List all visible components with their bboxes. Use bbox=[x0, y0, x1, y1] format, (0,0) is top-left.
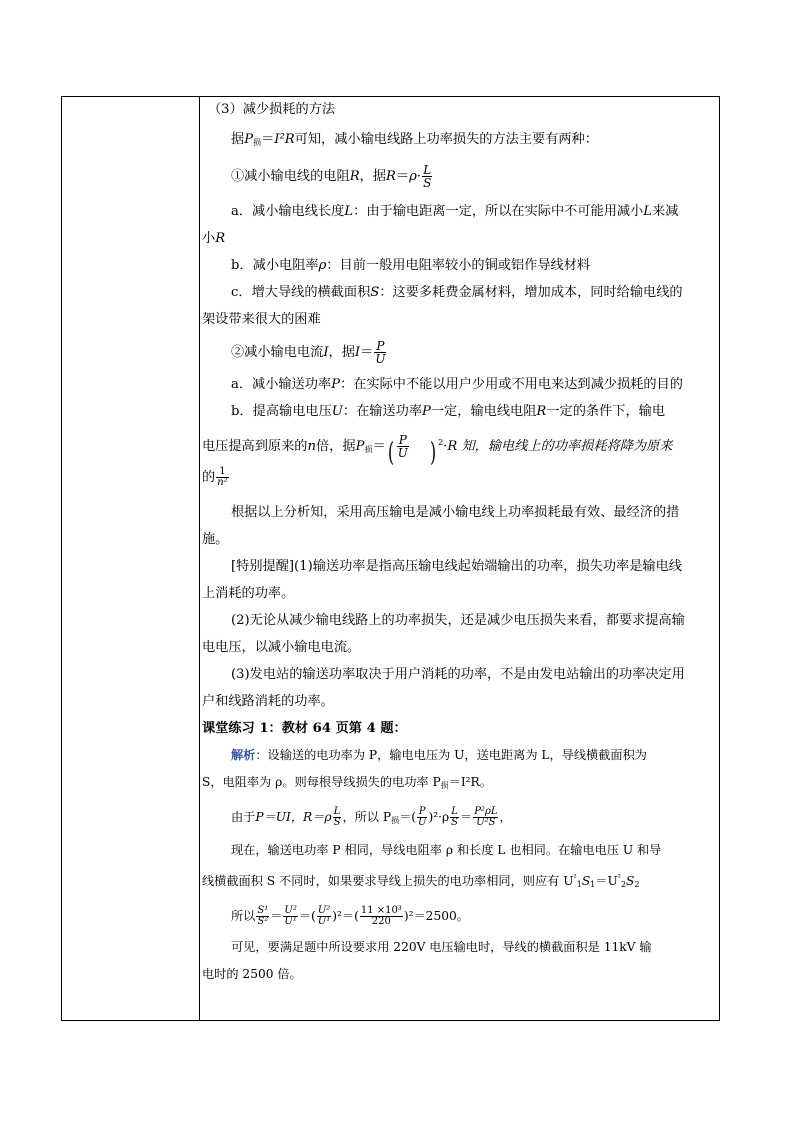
solution-line-8: 电时的 2500 倍。 bbox=[202, 967, 302, 981]
item-c1: c．增大导线的横截面积S：这要多耗费金属材料，增加成本，同时给输电线的 bbox=[231, 285, 683, 300]
l-over-s-fraction: $\frac{L}{S}$ bbox=[423, 163, 432, 190]
l-over-s-fraction-3: $\frac{L}{S}$ bbox=[451, 806, 459, 828]
one-over-n2-fraction: $\frac{1}{\text{n²}}$ bbox=[217, 466, 228, 488]
item-b2-cont: 电压提高到原来的n倍，据$P_损=$( $\frac{P}{U}$ ) $^2$·R 知，输电线上的功率损耗将降为原来 bbox=[202, 433, 673, 468]
p-over-u-fraction: $\frac{P}{U}$ bbox=[375, 339, 386, 366]
l-over-s-fraction-2: $\frac{L}{S}$ bbox=[333, 806, 341, 828]
loss-formula-fraction: $\frac{\text{P²ρL}}{\text{U²S}}$ bbox=[474, 806, 498, 828]
tip-1: [特别提醒](1)输送功率是指高压输电线起始端输出的功率，损失功率是输电线 bbox=[231, 559, 682, 574]
u-ratio-fraction: $\frac{\text{U²}}{\text{U¹}}$ bbox=[284, 905, 297, 927]
column-divider bbox=[199, 97, 200, 1020]
conclusion-cont: 施。 bbox=[202, 532, 229, 547]
method-1-line: ①减小输电线的电阻R，据R＝ρ· $\frac{L}{S}$ bbox=[231, 163, 432, 190]
item-b1: b．减小电阻率ρ：目前一般用电阻率较小的铜或铝作导线材料 bbox=[231, 258, 591, 273]
tip-3: (3)发电站的输送功率取决于用户消耗的功率，不是由发电站输出的功率决定用 bbox=[231, 667, 685, 682]
tip-2-cont: 电电压，以减小输电电流。 bbox=[202, 640, 361, 655]
item-b2: b．提高输电电压U：在输送功率P一定，输电线电阻R一定的条件下，输电 bbox=[231, 404, 666, 419]
item-a2: a．减小输送功率P：在实际中不能以用户少用或不用电来达到减少损耗的目的 bbox=[231, 377, 683, 392]
u-ratio-fraction-2: $\frac{\text{U²}}{\text{U¹}}$ bbox=[317, 905, 331, 927]
lesson-table bbox=[61, 96, 720, 1021]
item-b2-end: 的 $\frac{1}{\text{n²}}$ bbox=[202, 466, 228, 488]
method-2-line: ②减小输电电流I，据I＝ $\frac{P}{U}$ bbox=[231, 339, 386, 366]
voltage-ratio-fraction: $\frac{\text{11 ×10³}}{220}$ bbox=[360, 905, 402, 927]
solution-line-1: 解析：设输送的电功率为 P，输电电压为 U，送电距离为 L，导线横截面积为 bbox=[231, 748, 647, 762]
tip-1-cont: 上消耗的功率。 bbox=[202, 586, 295, 601]
solution-line-2: S，电阻率为 ρ。则每根导线损失的电功率 $P_损=I^2R$。 bbox=[202, 775, 492, 790]
p-over-u-fraction-3: $\frac{P}{U}$ bbox=[418, 806, 427, 828]
exercise-title: 课堂练习 1：教材 64 页第 4 题： bbox=[202, 721, 407, 736]
solution-line-3: 由于P＝UI，R＝ρ $\frac{L}{S}$ ，所以 $P_损=$( $\frac{P}{U}$ )²·ρ $\frac{L}{S}$ ＝ $\frac{\text{P²ρL}}{\text{U²S}}$ ， bbox=[231, 806, 512, 828]
solution-line-7: 可见，要满足题中所设要求用 220V 电压输电时，导线的横截面积是 11kV 输 bbox=[231, 940, 652, 954]
section-heading: （3）减少损耗的方法 bbox=[208, 102, 336, 117]
tip-2: (2)无论从减少输电线路上的功率损失，还是减少电压损失来看，都要求提高输 bbox=[231, 613, 685, 628]
conclusion: 根据以上分析知，采用高压输电是减小输电线上功率损耗最有效、最经济的措 bbox=[231, 505, 680, 520]
p-over-u-fraction-2: $\frac{P}{U}$ bbox=[397, 433, 408, 460]
solution-line-5: 线横截面积 S 不同时，如果要求导线上损失的电功率相同，则应有 $U^{^2}_1S_1=U^{^2}_2S_2$ bbox=[202, 873, 640, 889]
tip-3-cont: 户和线路消耗的功率。 bbox=[202, 694, 334, 709]
item-c1-cont: 架设带来很大的困难 bbox=[202, 312, 321, 327]
item-a1-cont: 小R bbox=[202, 231, 226, 246]
content-cell bbox=[202, 97, 717, 988]
solution-line-4: 现在，输送电功率 P 相同，导线电阻率 ρ 和长度 L 也相同。在输电电压 U 和导 bbox=[231, 843, 662, 857]
solution-line-6: 所以 $\frac{\text{S¹}}{\text{S²}}$ ＝ $\frac{\text{U²}}{\text{U¹}}$ ＝( $\frac{\text{U²}}{\text{U¹}}$ )²＝( $\frac{\text{11 ×10³}}{220}$ )²＝2500。 bbox=[231, 905, 469, 927]
s-ratio-fraction: $\frac{\text{S¹}}{\text{S²}}$ bbox=[257, 905, 269, 927]
item-a1: a．减小输电线长度L：由于输电距离一定，所以在实际中不可能用减小L来减 bbox=[231, 204, 679, 219]
intro-line: 据$P_损=I^2R$可知，减小输电线路上功率损失的方法主要有两种： bbox=[231, 132, 598, 147]
